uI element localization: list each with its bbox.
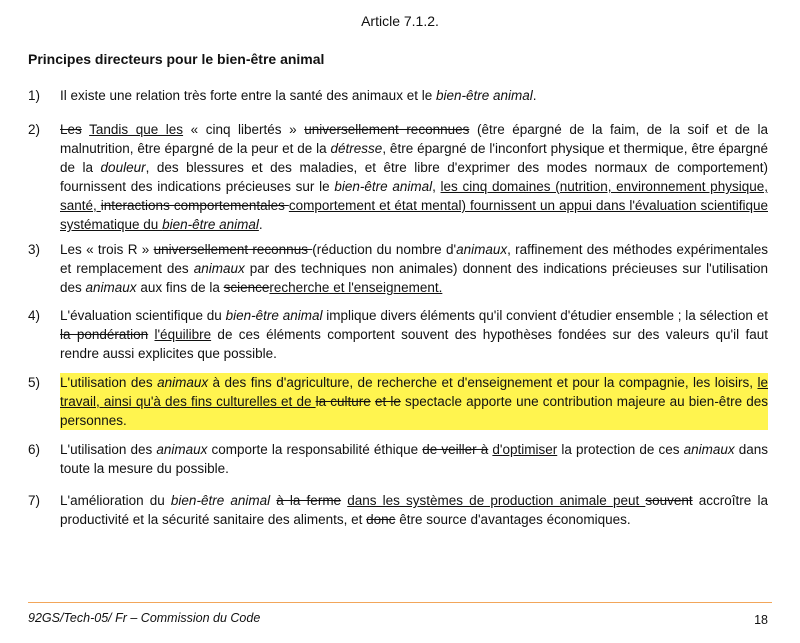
list-item-1 xyxy=(28,86,768,105)
list-item-4 xyxy=(28,306,768,363)
item-text: L'évaluation scientifique du bien-être animal implique divers éléments qu'il convient d'étudier ensemble ; la sélection et la pondération l'équilibre de ces éléments comportent souvent des hypothèses fondées sur des valeurs qu'il faut rendre aussi explicites que possible. xyxy=(60,308,768,361)
item-text: L'utilisation des animaux comporte la responsabilité éthique de veiller à d'optimiser la protection de ces animaux dans toute la mesure du possible. xyxy=(60,442,768,476)
list-item-2 xyxy=(28,120,768,234)
article-title: Article 7.1.2. xyxy=(361,13,439,29)
list-item-7 xyxy=(28,491,768,529)
item-number: 2) xyxy=(28,122,41,137)
item-number: 1) xyxy=(28,88,41,103)
item-number: 3) xyxy=(28,242,41,257)
list-item-5 xyxy=(28,373,768,430)
footer-document-reference: 92GS/Tech-05/ Fr – Commission du Code xyxy=(28,611,261,625)
item-text-highlighted: L'utilisation des animaux à des fins d'agriculture, de recherche et d'enseignement et pour la compagnie, les loisirs, le travail, ainsi qu'à des fins culturelles et de la culture et le spectacle apporte une contribution majeure au bien-être des personnes. xyxy=(60,375,768,428)
item-number: 7) xyxy=(28,493,41,508)
list-item-6 xyxy=(28,440,768,478)
item-number: 6) xyxy=(28,442,41,457)
item-number: 4) xyxy=(28,308,41,323)
item-text: Les « trois R » universellement reconnus (réduction du nombre d'animaux, raffinement des méthodes expérimentales et remplacement des animaux par des techniques non animales) donnent des indications précieuses sur l'utilisation des animaux aux fins de la sciencerecherche et l'enseignement. xyxy=(60,242,769,295)
footer-page-number: 18 xyxy=(754,613,768,627)
item-number: 5) xyxy=(28,375,41,390)
item-text: Les Tandis que les « cinq libertés » universellement reconnues (être épargné de la faim, de la soif et de la malnutrition, être épargné de la peur et de la détresse, être épargné de l'inconfort physique et thermique, être épargné de la douleur, des blessures et des maladies, et être libre d'exprimer des modes normaux de comportement) fournissent des indications précieuses sur le bien-être animal, les cinq domaines (nutrition, environnement physique, santé, interactions comportementales comportement et état mental) fournissent un appui dans l'évaluation scientifique systématique du bien-être animal. xyxy=(60,122,769,232)
section-heading: Principes directeurs pour le bien-être animal xyxy=(28,51,325,67)
item-text: Il existe une relation très forte entre la santé des animaux et le bien-être animal. xyxy=(60,88,537,103)
list-item-3 xyxy=(28,240,768,297)
item-text: L'amélioration du bien-être animal à la ferme dans les systèmes de production animale peut souvent accroître la productivité et la sécurité sanitaire des aliments, et donc être source d'avantages économiques. xyxy=(60,493,768,527)
footer-divider xyxy=(28,602,772,603)
